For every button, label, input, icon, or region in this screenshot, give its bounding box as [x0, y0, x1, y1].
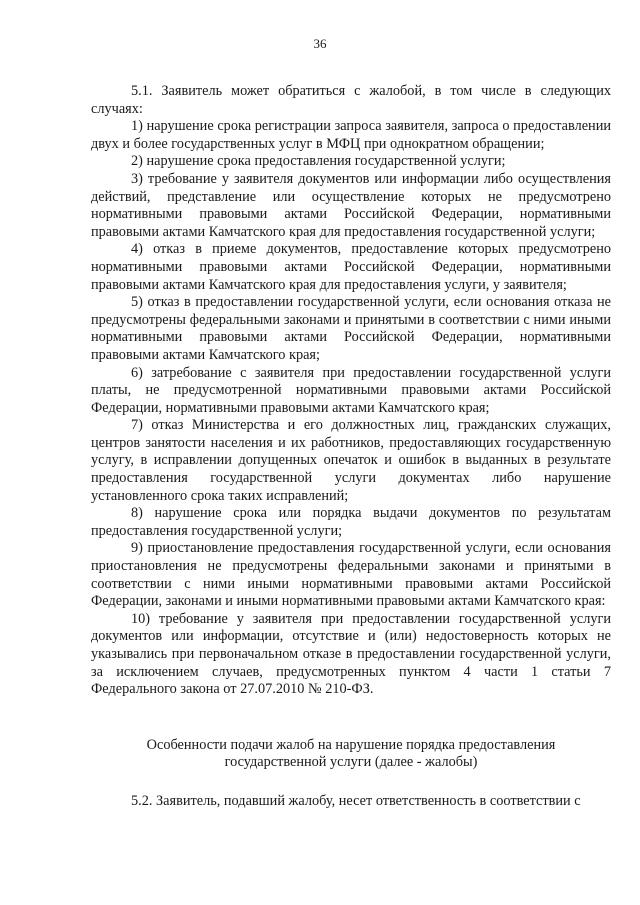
list-item-4: 4) отказ в приеме документов, предоставление которых предусмотрено нормативными правовыми актами Российской Федерации, нормативными правовыми актами Камчатского края для предоставления услуги, у заявителя;	[91, 241, 611, 293]
list-item-6: 6) затребование с заявителя при предоставлении государственной услуги платы, не предусмотренной нормативными правовыми актами Российской Федерации, нормативными правовыми актами Камчатского края;	[91, 364, 611, 416]
paragraph-5-1-intro: 5.1. Заявитель может обратиться с жалобой, в том числе в следующих случаях:	[91, 83, 611, 117]
list-item-5: 5) отказ в предоставлении государственной услуги, если основания отказа не предусмотрены федеральными законами и принятыми в соответствии с ними иными нормативными правовыми актами Российской Федерации, нормативными правовыми актами Камчатского края;	[91, 294, 611, 363]
list-item-3: 3) требование у заявителя документов или информации либо осуществления действий, представление или осуществление которых не предусмотрено нормативными правовыми актами Российской Федерации, нормативными правовыми актами Камчатского края для предоставления государственной услуги;	[91, 170, 611, 240]
section-heading: Особенности подачи жалоб на нарушение порядка предоставления государственной услуги (далее - жалобы)	[146, 736, 556, 771]
list-item-10: 10) требование у заявителя при предоставлении государственной услуги документов или информации, отсутствие и (или) недостоверность которых не указывались при первоначальном отказе в предоставлении государственной услуги, за исключением случаев, предусмотренных пунктом 4 части 1 статьи 7 Федерального закона от 27.07.2010 № 210-ФЗ.	[91, 610, 611, 698]
page-number: 36	[313, 36, 327, 51]
list-item-8: 8) нарушение срока или порядка выдачи документов по результатам предоставления государственной услуги;	[91, 505, 611, 539]
document-body	[91, 83, 611, 811]
paragraph-5-2: 5.2. Заявитель, подавший жалобу, несет ответственность в соответствии с	[131, 792, 581, 809]
list-item-1: 1) нарушение срока регистрации запроса заявителя, запроса о предоставлении двух и более государственных услуг в МФЦ при однократном обращении;	[91, 118, 611, 152]
list-item-7: 7) отказ Министерства и его должностных лиц, гражданских служащих, центров занятости населения и их работников, предоставляющих государственную услугу, в исправлении допущенных опечаток и ошибок в выданных в результате предоставления государственной услуги документах либо нарушение установленного срока таких исправлений;	[91, 417, 611, 504]
list-item-2: 2) нарушение срока предоставления государственной услуги;	[131, 153, 506, 170]
list-item-9: 9) приостановление предоставления государственной услуги, если основания приостановления не предусмотрены федеральными законами и принятыми в соответствии с ними иными нормативными правовыми актами Российской Федерации, законами и иными нормативными правовыми актами Камчатского края:	[91, 540, 611, 610]
